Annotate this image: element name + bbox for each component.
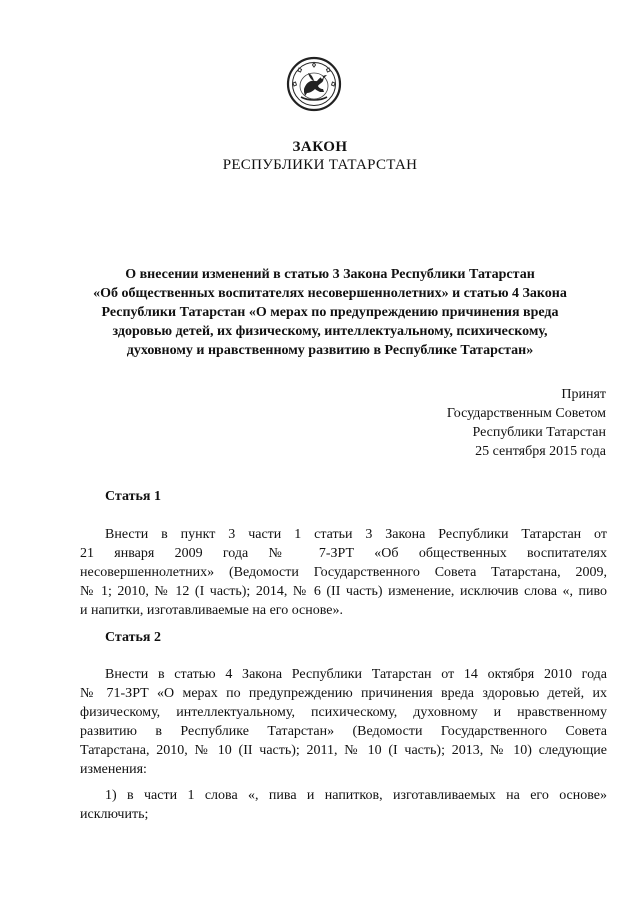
law-name-line: здоровью детей, их физическому, интеллектуальному, психическому,	[112, 324, 548, 339]
coat-of-arms-emblem-icon	[286, 56, 342, 112]
article-2-item-1	[80, 786, 607, 824]
law-title-block	[0, 138, 640, 174]
article-1-text	[80, 525, 607, 620]
law-name-line: О внесении изменений в статью 3 Закона Республики Татарстан	[125, 267, 535, 282]
article-1-line: и напитки, изготавливаемые на его основе».	[80, 603, 343, 618]
article-2-item-1-line: 1) в части 1 слова «, пива и напитков, изготавливаемых на его основе»	[105, 788, 607, 803]
article-2-line: Внести в статью 4 Закона Республики Татарстан от 14 октября 2010 года	[105, 667, 607, 682]
article-2-line: развитию в Республике Татарстан» (Ведомости Государственного Совета	[80, 724, 607, 739]
article-2-line: физическому, интеллектуальному, психическому, духовному и нравственному	[80, 705, 607, 720]
adoption-info	[447, 385, 606, 461]
adoption-line: Республики Татарстан	[472, 425, 606, 440]
article-2-item-1-line: исключить;	[80, 807, 149, 822]
article-1-line: 21 января 2009 года № 7-ЗРТ «Об общественных воспитателях	[80, 546, 607, 561]
law-name	[60, 265, 600, 360]
article-1-line: несовершеннолетних» (Ведомости Государственного Совета Татарстана, 2009,	[80, 565, 607, 580]
law-name-line: Республики Татарстан «О мерах по предупреждению причинения вреда	[101, 305, 559, 320]
law-name-line: «Об общественных воспитателях несовершеннолетних» и статью 4 Закона	[93, 286, 567, 301]
adoption-line: Принят	[561, 387, 606, 402]
adoption-line: Государственным Советом	[446, 406, 606, 421]
article-2-line: № 71-ЗРТ «О мерах по предупреждению причинения вреда здоровью детей, их	[80, 686, 607, 701]
law-subtitle: РЕСПУБЛИКИ ТАТАРСТАН	[222, 157, 418, 173]
law-title: ЗАКОН	[292, 139, 348, 155]
adoption-date: 25 сентября 2015 года	[475, 444, 606, 459]
article-1-line: № 1; 2010, № 12 (I часть); 2014, № 6 (II часть) изменение, исключив слова «, пиво	[80, 584, 607, 599]
article-2-heading: Статья 2	[105, 630, 161, 645]
law-name-line: духовному и нравственному развитию в Республике Татарстан»	[126, 343, 534, 358]
article-2-text	[80, 665, 607, 779]
article-2-line: Татарстана, 2010, № 10 (II часть); 2011, № 10 (I часть); 2013, № 10) следующие	[80, 743, 607, 758]
article-2-line: изменения:	[80, 762, 147, 777]
article-1-line: Внести в пункт 3 части 1 статьи 3 Закона Республики Татарстан от	[105, 527, 607, 542]
article-1-heading: Статья 1	[105, 489, 161, 504]
